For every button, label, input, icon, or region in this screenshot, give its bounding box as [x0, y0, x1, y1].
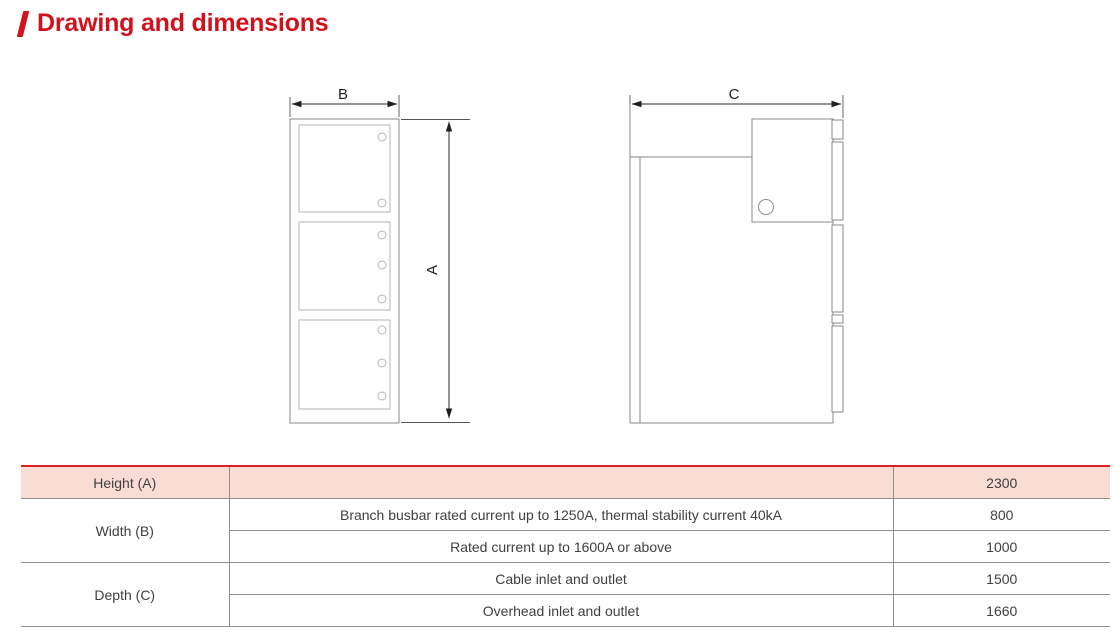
dimension-c-label: C: [728, 86, 740, 103]
side-view: [630, 104, 843, 423]
page-title: Drawing and dimensions: [37, 9, 329, 37]
param-width: Width (B): [21, 499, 229, 563]
door-handle: [759, 200, 774, 215]
condition-cell: Cable inlet and outlet: [229, 563, 893, 595]
condition-cell: Rated current up to 1600A or above: [229, 531, 893, 563]
door-edge-strips: [832, 120, 843, 412]
table-row: [21, 563, 1110, 595]
value-depth-1: 1500: [893, 563, 1110, 595]
dimension-c: [630, 86, 843, 118]
condition-cell: [229, 466, 893, 499]
dimensions-table: [21, 465, 1110, 627]
front-view: [290, 119, 399, 423]
value-width-1: 800: [893, 499, 1110, 531]
dimension-a: [401, 120, 470, 423]
dimension-a-label: A: [424, 264, 441, 276]
value-height: 2300: [893, 466, 1110, 499]
dimension-b: [290, 86, 399, 117]
dimension-b-label: B: [337, 86, 349, 103]
table-row: [21, 499, 1110, 531]
table-row: [21, 466, 1110, 499]
condition-cell: Overhead inlet and outlet: [229, 595, 893, 627]
condition-cell: Branch busbar rated current up to 1250A, thermal stability current 40kA: [229, 499, 893, 531]
value-depth-2: 1660: [893, 595, 1110, 627]
param-depth: Depth (C): [21, 563, 229, 627]
value-width-2: 1000: [893, 531, 1110, 563]
param-height: Height (A): [21, 466, 229, 499]
